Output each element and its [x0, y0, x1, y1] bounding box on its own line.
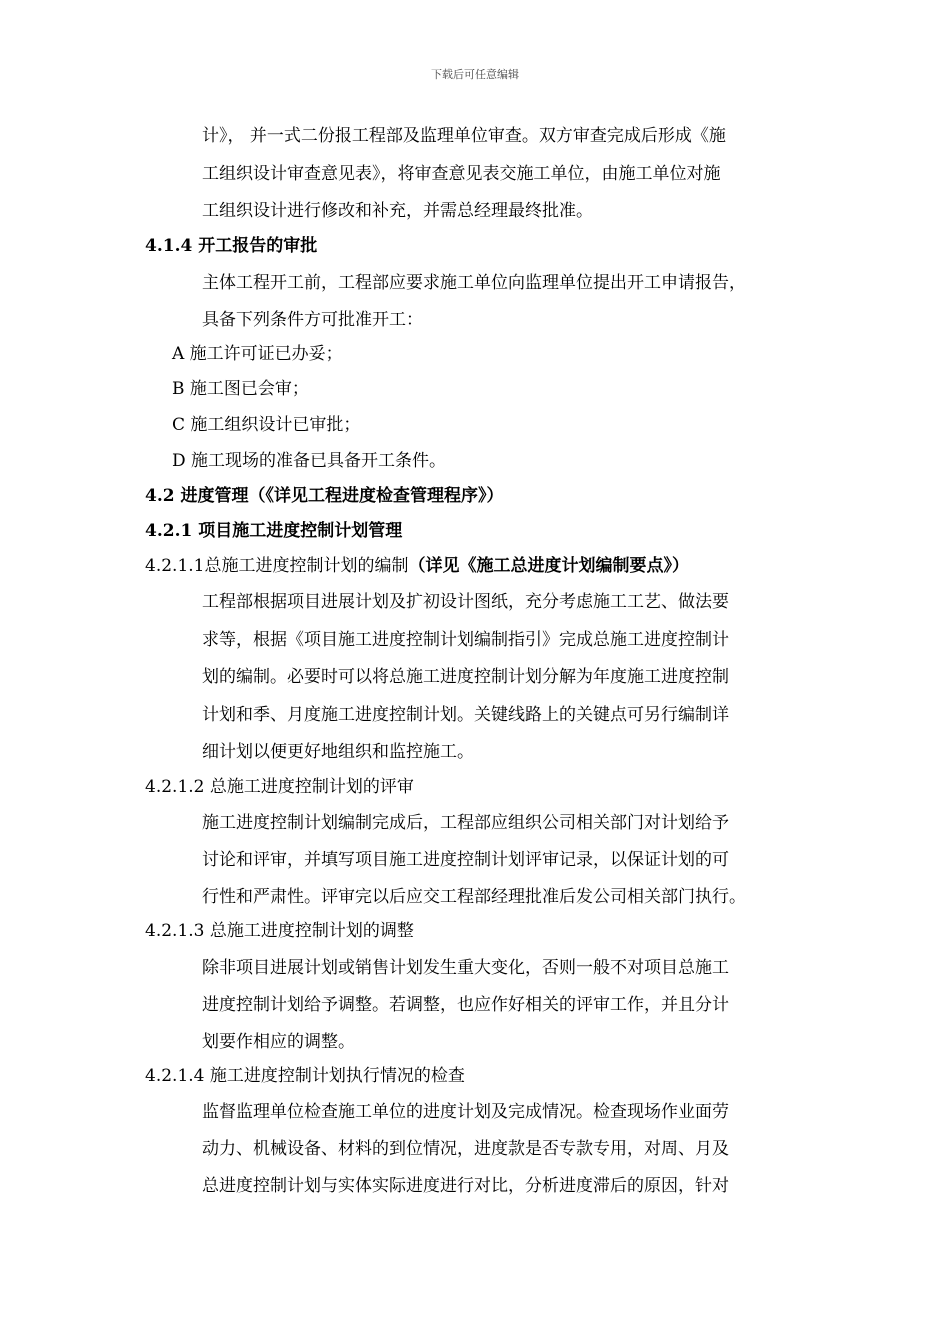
section-heading-4-2-1-2: 4.2.1.2 总施工进度控制计划的评审	[145, 777, 414, 797]
paragraph-line: 计》， 并一式二份报工程部及监理单位审查。双方审查完成后形成《施	[202, 126, 726, 146]
paragraph-line: 总进度控制计划与实体实际进度进行对比，分析进度滞后的原因，针对	[202, 1176, 729, 1196]
paragraph-line: 划要作相应的调整。	[202, 1032, 355, 1052]
section-reference: （详见《施工总进度计划编制要点》）	[408, 556, 689, 576]
paragraph-line: 主体工程开工前，工程部应要求施工单位向监理单位提出开工申请报告，	[202, 273, 746, 293]
section-heading-4-2-1-1	[145, 555, 689, 577]
paragraph-line: 施工进度控制计划编制完成后，工程部应组织公司相关部门对计划给予	[202, 813, 729, 833]
paragraph-line: 划的编制。必要时可以将总施工进度控制计划分解为年度施工进度控制	[202, 667, 729, 687]
section-heading-4-2-1: 4.2.1 项目施工进度控制计划管理	[145, 521, 403, 541]
condition-item-b: B 施工图已会审；	[172, 379, 309, 399]
section-heading-4-1-4: 4.1.4 开工报告的审批	[145, 236, 318, 256]
paragraph-line: 工组织设计进行修改和补充，并需总经理最终批准。	[202, 201, 593, 221]
paragraph-line: 细计划以便更好地组织和监控施工。	[202, 742, 474, 762]
paragraph-line: 具备下列条件方可批准开工：	[202, 310, 423, 330]
paragraph-line: 工组织设计审查意见表》，将审查意见表交施工单位，由施工单位对施	[202, 164, 721, 184]
paragraph-line: 讨论和评审，并填写项目施工进度控制计划评审记录，以保证计划的可	[202, 850, 729, 870]
paragraph-line: 工程部根据项目进展计划及扩初设计图纸，充分考虑施工工艺、做法要	[202, 592, 729, 612]
paragraph-line: 除非项目进展计划或销售计划发生重大变化，否则一般不对项目总施工	[202, 958, 729, 978]
section-title: 总施工进度控制计划的编制	[204, 556, 409, 576]
paragraph-line: 求等，根据《项目施工进度控制计划编制指引》完成总施工进度控制计	[202, 630, 729, 650]
paragraph-line: 动力、机械设备、材料的到位情况，进度款是否专款专用，对周、月及	[202, 1139, 729, 1159]
paragraph-line: 监督监理单位检查施工单位的进度计划及完成情况。检查现场作业面劳	[202, 1102, 729, 1122]
condition-item-c: C 施工组织设计已审批；	[172, 415, 361, 435]
paragraph-line: 计划和季、月度施工进度控制计划。关键线路上的关键点可另行编制详	[202, 705, 729, 725]
condition-item-a: A 施工许可证已办妥；	[172, 344, 343, 364]
section-heading-4-2: 4.2 进度管理（《详见工程进度检查管理程序》）	[145, 486, 504, 506]
condition-item-d: D 施工现场的准备已具备开工条件。	[172, 451, 447, 471]
section-heading-4-2-1-4: 4.2.1.4 施工进度控制计划执行情况的检查	[145, 1066, 465, 1086]
section-number: 4.2.1.1	[145, 556, 205, 576]
section-heading-4-2-1-3: 4.2.1.3 总施工进度控制计划的调整	[145, 921, 414, 941]
paragraph-line: 进度控制计划给予调整。若调整，也应作好相关的评审工作，并且分计	[202, 995, 729, 1015]
page-header: 下载后可任意编辑	[431, 68, 519, 81]
paragraph-line: 行性和严肃性。评审完以后应交工程部经理批准后发公司相关部门执行。	[202, 887, 746, 907]
